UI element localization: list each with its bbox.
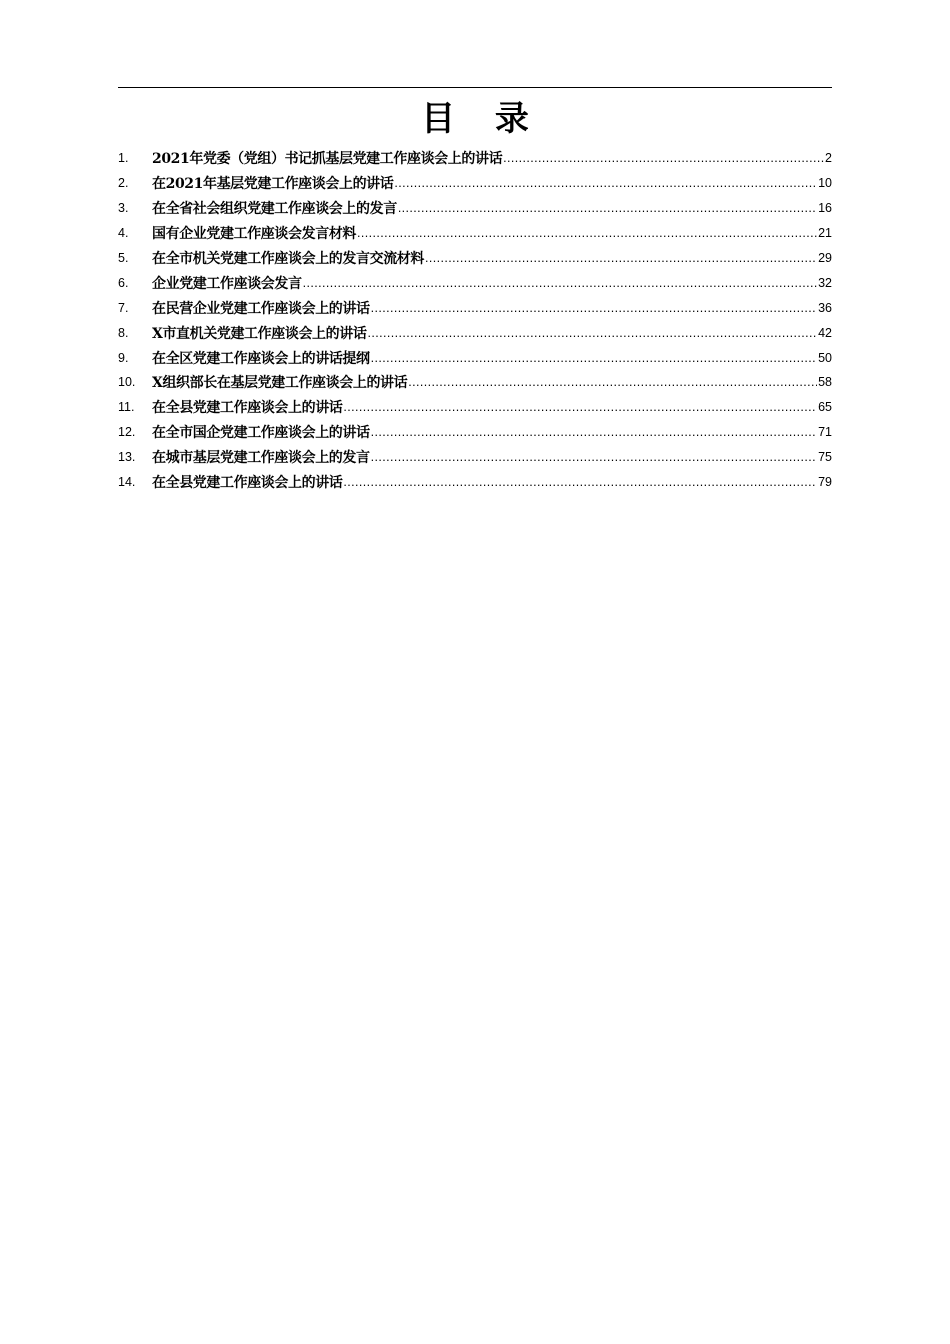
toc-entry-title[interactable]: 在全区党建工作座谈会上的讲话提纲 [152, 350, 370, 367]
toc-entry-number: 5. [118, 251, 129, 265]
toc-entry-title[interactable]: 在2021年基层党建工作座谈会上的讲话 [152, 176, 394, 193]
toc-entry-number: 2. [118, 176, 129, 191]
toc-entry-title[interactable]: 在全市机关党建工作座谈会上的发言交流材料 [152, 251, 424, 267]
toc-dot-leader [343, 400, 817, 414]
toc-entry[interactable] [118, 221, 832, 246]
toc-entry-number: 13. [118, 450, 136, 465]
toc-entry-number: 6. [118, 275, 129, 290]
toc-entry[interactable] [118, 445, 832, 470]
toc-dot-leader [371, 425, 817, 439]
toc-entry-page-number[interactable]: 36 [818, 300, 832, 315]
toc-title: 目 录 [421, 99, 543, 139]
toc-entry-title[interactable]: 在民营企业党建工作座谈会上的讲话 [152, 300, 370, 317]
toc-entry-page-number[interactable]: 16 [818, 201, 832, 216]
toc-entry-title[interactable]: 2021年党委（党组）书记抓基层党建工作座谈会上的讲话 [152, 151, 503, 168]
toc-dot-leader [503, 151, 824, 165]
toc-entry-page-number[interactable]: 79 [818, 475, 832, 490]
toc-entry-title[interactable]: 在全省社会组织党建工作座谈会上的发言 [152, 201, 397, 218]
toc-entry-title[interactable]: 企业党建工作座谈会发言 [152, 275, 302, 292]
toc-entry-title[interactable]: 在城市基层党建工作座谈会上的发言 [152, 450, 370, 467]
toc-entry[interactable] [118, 470, 832, 495]
toc-entry-title[interactable]: X组织部长在基层党建工作座谈会上的讲话 [152, 375, 408, 392]
toc-entry-title[interactable]: 在全县党建工作座谈会上的讲话 [152, 475, 343, 492]
toc-dot-leader [371, 351, 817, 365]
toc-entry[interactable] [118, 370, 832, 395]
toc-entry-page-number[interactable]: 32 [818, 275, 832, 290]
toc-dot-leader [425, 251, 817, 265]
toc-entry-page-number[interactable]: 29 [818, 251, 832, 265]
toc-entry-title[interactable]: 在全县党建工作座谈会上的讲话 [152, 400, 343, 417]
toc-entry-page-number[interactable]: 58 [818, 375, 832, 390]
toc-entry[interactable] [118, 345, 832, 370]
toc-entry-number: 1. [118, 151, 129, 166]
toc-dot-leader [343, 475, 817, 489]
toc-entry[interactable] [118, 270, 832, 295]
toc-dot-leader [357, 226, 817, 240]
header-rule [118, 87, 832, 88]
toc-dot-leader [394, 176, 817, 190]
toc-entry-page-number[interactable]: 42 [818, 325, 832, 340]
toc-entry-number: 14. [118, 475, 136, 490]
toc-entry-page-number[interactable]: 2 [825, 151, 832, 166]
toc-entry-number: 9. [118, 350, 129, 365]
toc-dot-leader [367, 326, 817, 340]
toc-entry-page-number[interactable]: 50 [818, 350, 832, 365]
toc-entry[interactable] [118, 295, 832, 320]
toc-entry-number: 10. [118, 375, 136, 390]
toc-entry-title[interactable]: X市直机关党建工作座谈会上的讲话 [152, 325, 367, 342]
toc-entry-page-number[interactable]: 65 [818, 400, 832, 415]
toc-entry-number: 8. [118, 325, 129, 340]
toc-entry[interactable] [118, 146, 832, 171]
table-of-contents [118, 146, 832, 494]
toc-entry[interactable] [118, 420, 832, 445]
toc-entry-page-number[interactable]: 21 [818, 226, 832, 241]
toc-entry[interactable] [118, 196, 832, 221]
toc-entry[interactable] [118, 395, 832, 420]
toc-entry-page-number[interactable]: 75 [818, 450, 832, 465]
toc-dot-leader [371, 301, 817, 315]
toc-entry-number: 7. [118, 300, 129, 315]
toc-dot-leader [408, 375, 817, 389]
toc-entry-number: 4. [118, 226, 129, 241]
toc-dot-leader [303, 276, 817, 290]
toc-entry-title[interactable]: 在全市国企党建工作座谈会上的讲话 [152, 425, 370, 442]
toc-entry[interactable] [118, 171, 832, 196]
toc-entry-page-number[interactable]: 10 [818, 176, 832, 191]
toc-entry-title[interactable]: 国有企业党建工作座谈会发言材料 [152, 226, 356, 243]
toc-entry-number: 12. [118, 425, 136, 440]
toc-entry-page-number[interactable]: 71 [818, 425, 832, 440]
toc-entry[interactable] [118, 246, 832, 271]
toc-entry-number: 3. [118, 201, 129, 216]
toc-dot-leader [398, 201, 817, 215]
toc-dot-leader [371, 450, 817, 464]
toc-entry[interactable] [118, 320, 832, 345]
toc-entry-number: 11. [118, 400, 135, 415]
